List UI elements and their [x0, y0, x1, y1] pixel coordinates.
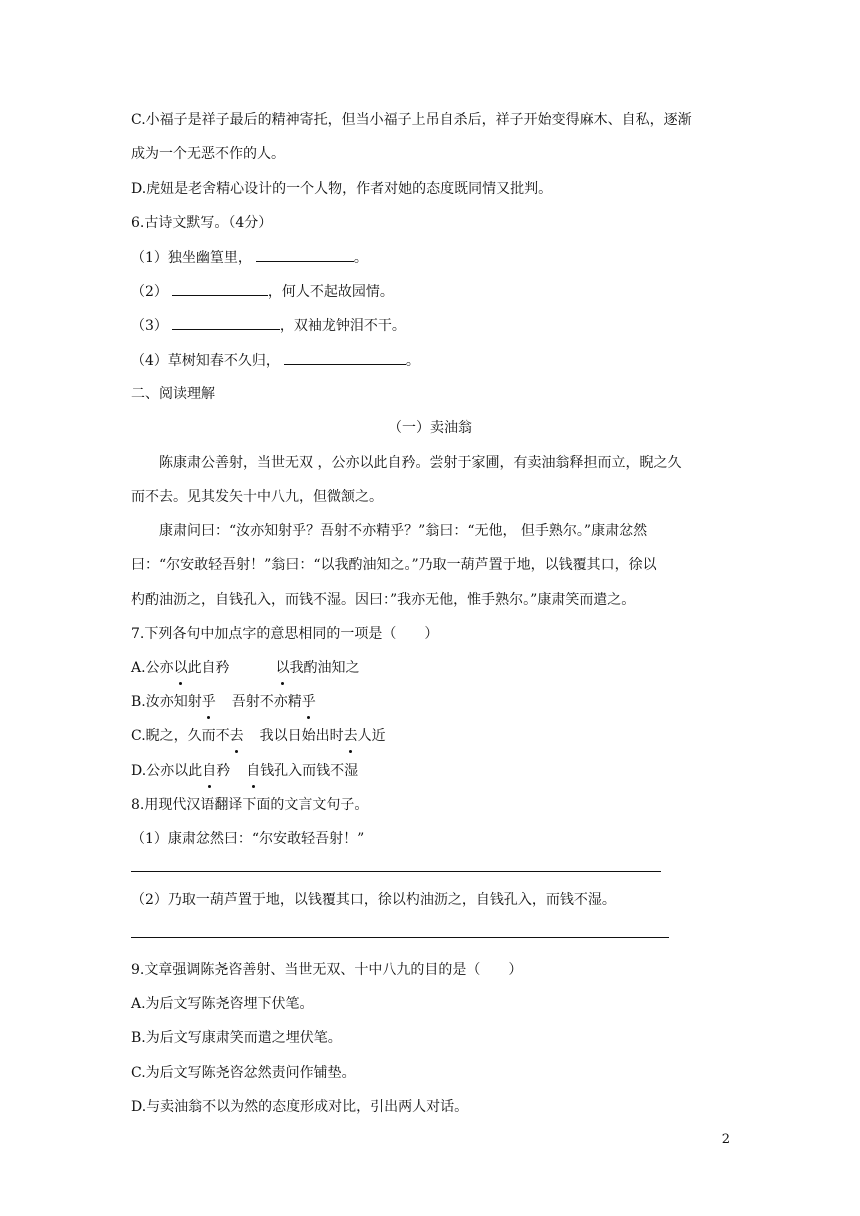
q9-title: 9.文章强调陈尧咨善射、当世无双、十中八九的目的是（ ） [131, 962, 523, 978]
q6-item-2 [131, 281, 394, 302]
q8-sentence-2: （2）乃取一葫芦置于地，以钱覆其口，徐以杓油沥之，自钱孔入，而钱不湿。 [131, 892, 616, 908]
q7-a-s1a: A.公亦 [131, 660, 174, 676]
q9-option-d: D.与卖油翁不以为然的态度形成对比，引出两人对话。 [131, 1099, 469, 1115]
q8-answer-line-2[interactable] [131, 937, 669, 938]
q7-option-a [131, 658, 360, 678]
q8-answer-line-1[interactable] [131, 871, 661, 872]
q6-item-3-post: ，双袖龙钟泪不干。 [279, 318, 406, 334]
q6-item-1-num: （1） [131, 250, 168, 266]
q7-c-s2b: 人近 [357, 728, 386, 744]
q7-b-dotted-2: 乎 [301, 694, 316, 710]
q6-item-4-blank[interactable] [284, 350, 406, 365]
section-heading: 二、阅读理解 [131, 386, 215, 402]
q6-item-3 [131, 315, 406, 336]
passage-title: （一）卖油翁 [388, 420, 472, 436]
passage-p1-line1: 陈康肃公善射，当世无双 ，公亦以此自矜。尝射于家圃，有卖油翁释担而立，睨之久 [159, 455, 682, 471]
q7-a-dotted-2: 以 [275, 660, 290, 676]
passage-p2-line1: 康肃问曰：“汝亦知射乎？吾射不亦精乎？”翁曰：“无他， 但手熟尔。”康肃忿然 [159, 523, 648, 539]
q7-d-dotted-1: 自 [202, 763, 217, 779]
q7-b-s1a: B.汝亦知射 [131, 694, 202, 710]
q6-item-1-blank[interactable] [256, 247, 354, 262]
q7-a-s2b: 我酌油知之 [289, 660, 360, 676]
q6-item-3-num: （3） [131, 318, 168, 334]
q6-item-2-blank[interactable] [172, 281, 268, 296]
q9-option-a: A.为后文写陈尧咨埋下伏笔。 [131, 996, 314, 1012]
q9-option-b: B.为后文写康肃笑而遣之埋伏笔。 [131, 1030, 342, 1046]
q9-option-c: C.为后文写陈尧咨忿然责问作铺垫。 [131, 1065, 356, 1081]
q7-option-b [131, 692, 316, 712]
q5-option-d: D.虎妞是老舍精心设计的一个人物，作者对她的态度既同情又批判。 [131, 181, 553, 197]
q7-c-s1a: C.睨之，久而不 [131, 728, 230, 744]
q7-title: 7.下列各句中加点字的意思相同的一项是（ ） [131, 626, 439, 642]
q7-d-s1b: 矜 [216, 763, 231, 779]
q7-d-s1a: D.公亦以此 [131, 763, 203, 779]
q5-option-c-line1: C.小福子是祥子最后的精神寄托，但当小福子上吊自杀后，祥子开始变得麻木、自私，逐渐 [131, 112, 692, 128]
q7-d-s2b: 钱孔入而钱不湿 [260, 763, 359, 779]
q8-title: 8.用现代汉语翻译下面的文言文句子。 [131, 797, 369, 813]
q8-sentence-1: （1）康肃忿然曰：“尔安敢轻吾射！” [131, 831, 365, 847]
q7-a-s1b: 此自矜 [187, 660, 230, 676]
q6-title: 6.古诗文默写。（4分） [131, 215, 273, 231]
q6-item-2-post: ，何人不起故园情。 [267, 284, 394, 300]
q7-option-d [131, 761, 358, 781]
q7-b-dotted-1: 乎 [201, 694, 216, 710]
q6-item-4-num: （4） [131, 353, 168, 369]
q7-d-dotted-2: 自 [246, 763, 261, 779]
q7-c-dotted-1: 去 [229, 728, 244, 744]
passage-p1-line2: 而不去。见其发矢十中八九，但微颔之。 [131, 489, 383, 505]
q6-item-2-num: （2） [131, 284, 168, 300]
q6-item-1 [131, 247, 368, 268]
passage-p2-line3: 杓酌油沥之，自钱孔入，而钱不湿。因曰：”我亦无他，惟手熟尔。”康肃笑而遣之。 [131, 592, 636, 608]
q6-item-4-post: 。 [405, 353, 420, 369]
q5-option-c-line2: 成为一个无恶不作的人。 [131, 146, 285, 162]
q7-c-s2pre: 我以日始出时 [259, 728, 344, 744]
q6-item-1-pre: 独坐幽篁里， [167, 250, 252, 266]
q6-item-1-post: 。 [353, 250, 368, 266]
q6-item-3-blank[interactable] [172, 315, 280, 330]
q7-c-dotted-2: 去 [343, 728, 358, 744]
q7-b-s2pre: 吾射不亦精 [231, 694, 302, 710]
q7-option-c [131, 726, 386, 746]
page-number: 2 [721, 1132, 730, 1147]
passage-p2-line2: 曰：“尔安敢轻吾射！”翁曰：“以我酌油知之。”乃取一葫芦置于地，以钱覆其口，徐以 [131, 557, 657, 573]
q6-item-4-pre: 草树知春不久归， [167, 353, 280, 369]
q6-item-4 [131, 350, 420, 371]
q7-a-dotted-1: 以 [173, 660, 188, 676]
